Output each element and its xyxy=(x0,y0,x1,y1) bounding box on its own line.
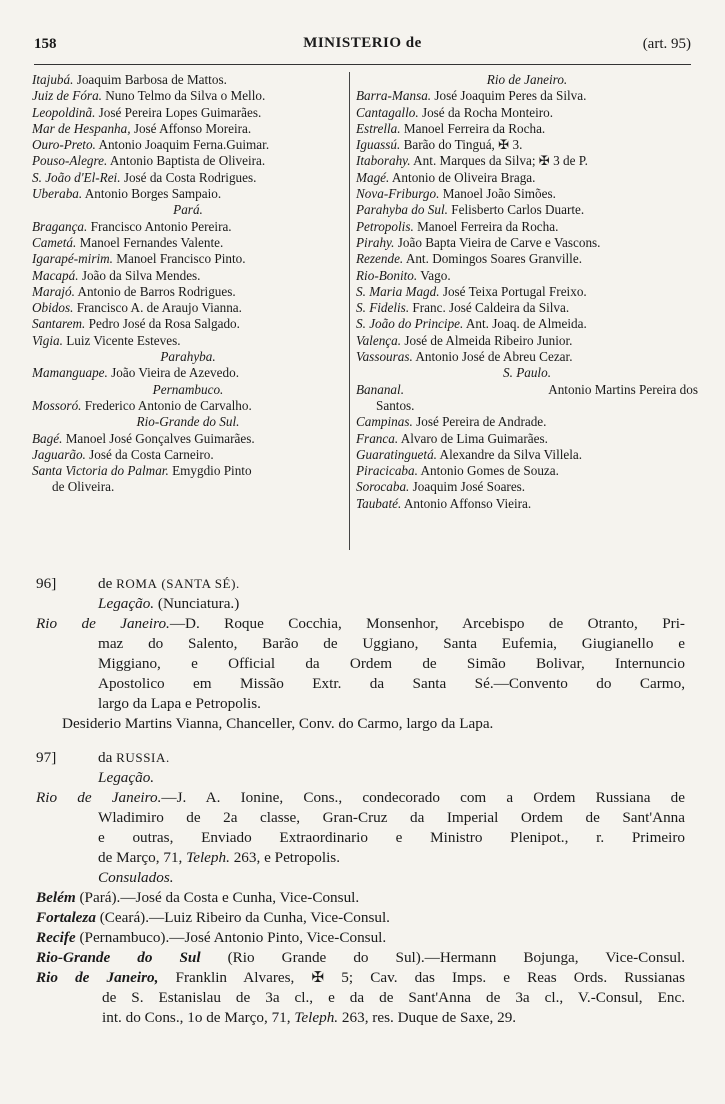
entry-place: Rezende. xyxy=(356,251,404,267)
list-item xyxy=(356,316,698,332)
roma-line-4: Apostolico em Missão Extr. da Santa Sé.—Convento do Carmo, xyxy=(98,675,685,692)
entry-place: Macapá. xyxy=(32,267,79,283)
entry-place: Taubaté. xyxy=(356,495,402,511)
entry-place: S. João d'El-Rei. xyxy=(32,169,121,185)
consulate-rio-grande: Rio-Grande do Sul (Rio Grande do Sul).—Hermann Bojunga, Vice-Consul. xyxy=(36,949,685,966)
entry-place: Magé. xyxy=(356,169,390,185)
list-item xyxy=(356,202,698,218)
russia-heading: 97] da RUSSIA. xyxy=(36,749,170,766)
entry-place: Parahyba do Sul. xyxy=(356,202,448,218)
entry-place: Estrella. xyxy=(356,120,401,136)
entry-name: Nuno Telmo da Silva o Mello. xyxy=(105,88,266,104)
entry-name: Ant. Domingos Soares Granville. xyxy=(405,251,582,267)
list-item xyxy=(32,153,344,169)
list-item xyxy=(32,186,344,202)
entry-place: Juiz de Fóra. xyxy=(32,88,102,104)
entry-place: Petropolis. xyxy=(356,218,414,234)
entry-name: José Pereira de Andrade. xyxy=(416,414,547,430)
entry-name: Manoel Ferreira da Rocha. xyxy=(403,120,546,136)
list-item xyxy=(356,251,698,267)
entry-name: Ant. Marques da Silva; ✠ 3 de P. xyxy=(413,153,588,169)
pernambuco-list xyxy=(32,398,344,414)
list-item xyxy=(356,186,698,202)
roma-line-1: Rio de Janeiro.—D. Roque Cocchia, Monsenhor, Arcebispo de Otranto, Pri- xyxy=(36,615,685,632)
list-item xyxy=(356,88,698,104)
list-item xyxy=(32,333,344,349)
entry-number: 96] xyxy=(36,575,57,592)
entry-name: José Pereira Lopes Guimarães. xyxy=(98,104,262,120)
roma-line-5: largo da Lapa e Petropolis. xyxy=(98,695,261,712)
list-item xyxy=(356,170,698,186)
column-divider xyxy=(349,72,350,550)
list-item xyxy=(356,349,698,365)
list-item xyxy=(32,219,344,235)
entry-place: Cametá. xyxy=(32,234,77,250)
rgs-continuation: de Oliveira. xyxy=(52,479,115,495)
entry-name: Francisco A. de Araujo Vianna. xyxy=(76,300,242,316)
entry-place: Santarem. xyxy=(32,316,86,332)
list-item xyxy=(356,479,698,495)
entry-name: Antonio Joaquim Ferna.Guimar. xyxy=(98,137,270,153)
entry-place: Ouro-Preto. xyxy=(32,137,96,153)
list-item xyxy=(32,463,344,479)
page-title: MINISTERIO de xyxy=(303,35,422,51)
consulate-belem: Belém (Pará).—José da Costa e Cunha, Vice-Consul. xyxy=(36,889,360,906)
section-title-para: Pará. xyxy=(173,202,203,218)
entry-name: Emygdio Pinto xyxy=(172,463,252,479)
list-item xyxy=(32,431,344,447)
entry-place: S. João do Principe. xyxy=(356,316,464,332)
entry-place: Uberaba. xyxy=(32,186,83,202)
consulate-rio-de-janeiro: Rio de Janeiro, Franklin Alvares, ✠ 5; Cav. das Imps. e Reas Ords. Russianas xyxy=(36,969,685,986)
entry-name: Antonio Affonso Vieira. xyxy=(403,495,532,511)
entry-name: Felisberto Carlos Duarte. xyxy=(451,202,585,218)
entry-name: Pedro José da Rosa Salgado. xyxy=(88,316,240,332)
entry-name: João da Silva Mendes. xyxy=(81,267,201,283)
list-item xyxy=(356,463,698,479)
parahyba-list xyxy=(32,365,344,381)
entry-place: Mamanguape. xyxy=(32,365,108,381)
legacao-label: Legação. (Nunciatura.) xyxy=(98,595,240,612)
list-item xyxy=(356,268,698,284)
list-item xyxy=(356,153,698,169)
entry-name: Manoel Ferreira da Rocha. xyxy=(417,218,559,234)
country-name: RUSSIA. xyxy=(116,750,170,765)
list-item xyxy=(32,447,344,463)
entry-name: José da Costa Carneiro. xyxy=(89,446,214,462)
roma-line-3: Miggiano, e Official da Ordem de Simão Bolivar, Internuncio xyxy=(98,655,685,672)
list-item xyxy=(356,496,698,512)
entry-place: Sorocaba. xyxy=(356,479,410,495)
russia-line-2: Wladimiro de 2a classe, Gran-Cruz da Imperial Ordem de Sant'Anna xyxy=(98,809,685,826)
russia-line-3: e outras, Enviado Extraordinario e Ministro Plenipot., r. Primeiro xyxy=(98,829,685,846)
bananal-continuation: Santos. xyxy=(376,397,415,413)
entry-name: Manoel Fernandes Valente. xyxy=(79,234,224,250)
right-column xyxy=(356,72,698,512)
entry-place: Igarapé-mirim. xyxy=(32,251,113,267)
list-item xyxy=(356,382,698,398)
page-number: 158 xyxy=(34,36,57,52)
list-item xyxy=(356,284,698,300)
entry-place: Pirahy. xyxy=(356,234,395,250)
entry-place: Vigia. xyxy=(32,332,63,348)
entry-place: Santa Victoria do Palmar. xyxy=(32,463,169,479)
list-item xyxy=(32,268,344,284)
entry-name: Franc. José Caldeira da Silva. xyxy=(412,300,570,316)
list-item xyxy=(356,219,698,235)
list-item xyxy=(356,121,698,137)
entry-name: José de Almeida Ribeiro Junior. xyxy=(404,332,573,348)
entry-name: Antonio Baptista de Oliveira. xyxy=(109,153,266,169)
entry-place: Rio-Bonito. xyxy=(356,267,418,283)
list-item xyxy=(32,105,344,121)
entry-name: Barão do Tinguá, ✠ 3. xyxy=(403,137,523,153)
left-column xyxy=(32,72,344,496)
russia-line-1: Rio de Janeiro.—J. A. Ionine, Cons., condecorado com a Ordem Russiana de xyxy=(36,789,685,806)
entry-place: Iguassú. xyxy=(356,137,401,153)
entry-name: Joaquim José Soares. xyxy=(412,479,526,495)
consulate-fortaleza: Fortaleza (Ceará).—Luiz Ribeiro da Cunha, Vice-Consul. xyxy=(36,909,390,926)
list-item xyxy=(32,72,344,88)
entry-name: Alvaro de Lima Guimarães. xyxy=(400,430,548,446)
list-item xyxy=(32,300,344,316)
entry-place: S. Fidelis. xyxy=(356,300,410,316)
list-item xyxy=(356,333,698,349)
entry-name: Antonio Gomes de Souza. xyxy=(420,463,559,479)
entry-place: Bananal. xyxy=(356,381,404,397)
country-name: ROMA xyxy=(116,576,158,591)
entry-place: Guaratinguetá. xyxy=(356,446,437,462)
section-title-rgs: Rio-Grande do Sul. xyxy=(136,414,240,430)
entry-place: Mossoró. xyxy=(32,397,82,413)
rgs-list xyxy=(32,431,344,480)
list-item xyxy=(32,251,344,267)
list-item xyxy=(32,316,344,332)
article-ref: (art. 95) xyxy=(642,36,691,52)
list-item xyxy=(32,398,344,414)
page-header xyxy=(34,30,691,58)
russia-section xyxy=(36,748,685,1028)
entry-place: Campinas. xyxy=(356,414,413,430)
para-list xyxy=(32,219,344,349)
entry-name: Antonio José de Abreu Cezar. xyxy=(415,349,573,365)
entry-name: Luiz Vicente Esteves. xyxy=(66,332,181,348)
consulados-label: Consulados. xyxy=(98,869,174,886)
entry-place: Barra-Mansa. xyxy=(356,88,432,104)
entry-place: Obidos. xyxy=(32,300,74,316)
entry-name: Francisco Antonio Pereira. xyxy=(90,218,232,234)
entry-name: Antonio de Barros Rodrigues. xyxy=(77,283,236,299)
list-item xyxy=(32,121,344,137)
entry-name: Antonio Borges Sampaio. xyxy=(84,186,222,202)
entry-place: Valença. xyxy=(356,332,402,348)
entry-name: Manoel Francisco Pinto. xyxy=(116,251,246,267)
sp-list xyxy=(356,414,698,512)
entry-place: Vassouras. xyxy=(356,349,413,365)
entry-name: Vago. xyxy=(420,267,451,283)
entry-place: Mar de Hespanha, xyxy=(32,120,131,136)
list-item xyxy=(356,300,698,316)
consulate-recife: Recife (Pernambuco).—José Antonio Pinto, Vice-Consul. xyxy=(36,929,387,946)
entry-name: José da Costa Rodrigues. xyxy=(123,169,257,185)
entry-place: Pouso-Alegre. xyxy=(32,153,108,169)
entry-name: Antonio de Oliveira Braga. xyxy=(391,169,536,185)
entry-place: Leopoldinã. xyxy=(32,104,96,120)
list-item xyxy=(356,447,698,463)
roma-line-2: maz do Salento, Barão de Uggiano, Santa Eufemia, Giugianello e xyxy=(98,635,685,652)
legacao-label: Legação. xyxy=(98,769,155,786)
entry-place: Itaborahy. xyxy=(356,153,411,169)
rj-list xyxy=(356,88,698,365)
roma-section xyxy=(36,574,685,734)
entry-place: S. Maria Magd. xyxy=(356,283,440,299)
entry-place: Bagé. xyxy=(32,430,63,446)
entry-place: Bragança. xyxy=(32,218,88,234)
entry-name: Antonio Martins Pereira dos xyxy=(548,381,698,397)
section-title-parahyba: Parahyba. xyxy=(160,349,216,365)
entry-name: José Affonso Moreira. xyxy=(133,120,252,136)
place-name: Rio de Janeiro. xyxy=(36,615,170,632)
entry-place: Franca. xyxy=(356,430,399,446)
list-item xyxy=(32,235,344,251)
list-item xyxy=(356,414,698,430)
roma-line-6: Desiderio Martins Vianna, Chanceller, Conv. do Carmo, largo da Lapa. xyxy=(62,715,494,732)
entry-place: Nova-Friburgo. xyxy=(356,186,440,202)
entry-name: João Vieira de Azevedo. xyxy=(111,365,239,381)
minas-list xyxy=(32,72,344,202)
list-item xyxy=(32,88,344,104)
entry-place: Cantagallo. xyxy=(356,104,419,120)
list-item xyxy=(356,431,698,447)
list-item xyxy=(356,105,698,121)
header-rule xyxy=(34,64,691,65)
list-item xyxy=(32,137,344,153)
entry-number: 97] xyxy=(36,749,57,766)
consulate-rj-line-2: de S. Estanislau de 3a cl., e da de Sant'Anna de 3a cl., V.-Consul, Enc. xyxy=(102,989,685,1006)
list-item xyxy=(356,137,698,153)
russia-line-4: de Março, 71, Teleph. 263, e Petropolis. xyxy=(98,849,341,866)
entry-name: Frederico Antonio de Carvalho. xyxy=(84,397,252,413)
entry-name: Joaquim Barbosa de Mattos. xyxy=(76,72,227,87)
entry-place: Jaguarão. xyxy=(32,446,86,462)
roma-heading: 96] de ROMA (SANTA SÉ). xyxy=(36,575,240,592)
list-item xyxy=(356,235,698,251)
place-name: Rio de Janeiro. xyxy=(36,789,162,806)
list-item xyxy=(32,365,344,381)
list-item xyxy=(32,170,344,186)
entry-name: Ant. Joaq. de Almeida. xyxy=(465,316,587,332)
entry-name: João Bapta Vieira de Carve e Vascons. xyxy=(397,234,601,250)
entry-name: José Teixa Portugal Freixo. xyxy=(442,283,587,299)
consulate-rj-line-3: int. do Cons., 1o de Março, 71, Teleph. 263, res. Duque de Saxe, 29. xyxy=(102,1009,517,1026)
entry-name: Manoel José Gonçalves Guimarães. xyxy=(65,430,255,446)
section-title-pernambuco: Pernambuco. xyxy=(152,381,224,397)
entry-name: Alexandre da Silva Villela. xyxy=(439,446,583,462)
entry-name: José Joaquim Peres da Silva. xyxy=(434,88,587,104)
section-title-sp: S. Paulo. xyxy=(503,365,551,381)
section-title-rj: Rio de Janeiro. xyxy=(486,72,568,87)
entry-name: Manoel João Simões. xyxy=(442,186,556,202)
list-item xyxy=(32,284,344,300)
entry-name: José da Rocha Monteiro. xyxy=(421,104,554,120)
entry-place: Piracicaba. xyxy=(356,463,418,479)
entry-place: Itajubá. xyxy=(32,72,74,87)
entry-place: Marajó. xyxy=(32,283,75,299)
